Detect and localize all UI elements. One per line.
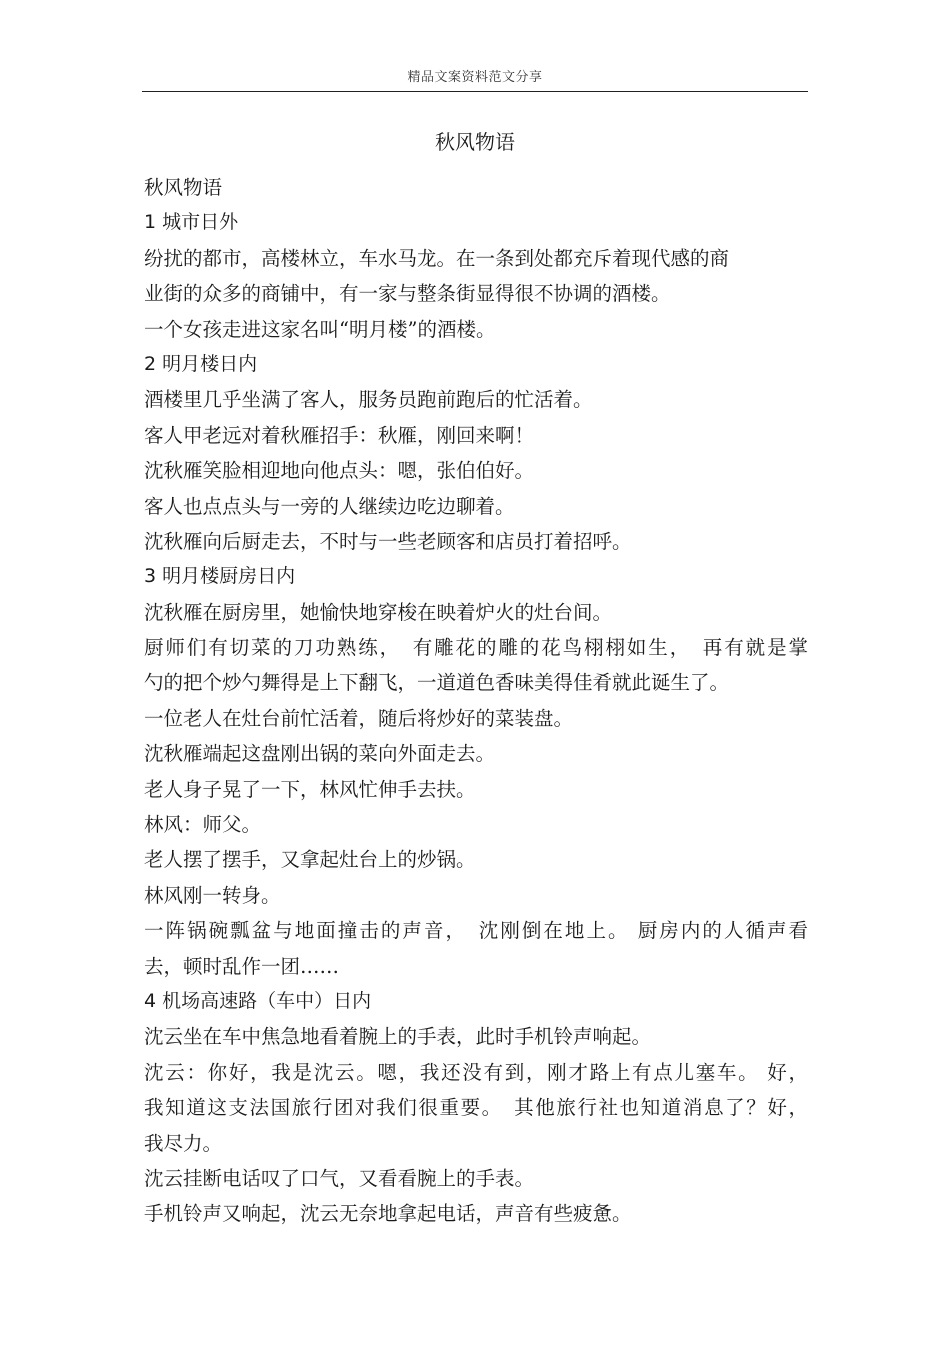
text-line: 沈云：你好，我是沈云。嗯，我还没有到，刚才路上有点儿塞车。 好， xyxy=(144,1060,808,1084)
text-line: 林风刚一转身。 xyxy=(144,883,281,907)
text-line: 我尽力。 xyxy=(144,1131,223,1155)
text-line: 老人摆了摆手，又拿起灶台上的炒锅。 xyxy=(144,848,476,872)
text-line: 勺的把个炒勺舞得是上下翻飞，一道道色香味美得佳肴就此诞生了。 xyxy=(144,671,730,695)
text-line: 老人身子晃了一下，林风忙伸手去扶。 xyxy=(144,777,476,801)
document-body xyxy=(144,170,808,1232)
text-line: 客人甲老远对着秋雁招手：秋雁，刚回来啊！ xyxy=(144,423,535,447)
scene-heading: 4 机场高速路（车中）日内 xyxy=(144,989,372,1012)
text-line: 沈秋雁向后厨走去，不时与一些老顾客和店员打着招呼。 xyxy=(144,529,632,553)
header-divider xyxy=(142,91,808,92)
text-line: 沈秋雁在厨房里，她愉快地穿梭在映着炉火的灶台间。 xyxy=(144,600,613,624)
text-line: 一个女孩走进这家名叫“明月楼”的酒楼。 xyxy=(144,317,496,341)
text-line: 林风：师父。 xyxy=(144,813,262,837)
text-line: 沈秋雁端起这盘刚出锅的菜向外面走去。 xyxy=(144,742,496,766)
text-line: 沈云挂断电话叹了口气，又看看腕上的手表。 xyxy=(144,1166,535,1190)
scene-heading: 1 城市日外 xyxy=(144,211,239,234)
document-title: 秋风物语 xyxy=(435,130,515,154)
scene-heading: 3 明月楼厨房日内 xyxy=(144,565,296,588)
text-line: 酒楼里几乎坐满了客人，服务员跑前跑后的忙活着。 xyxy=(144,388,593,412)
text-line: 去，顿时乱作一团…… xyxy=(144,954,340,978)
scene-heading: 2 明月楼日内 xyxy=(144,352,258,375)
text-line: 沈云坐在车中焦急地看着腕上的手表，此时手机铃声响起。 xyxy=(144,1025,652,1049)
page-header: 精品文案资料范文分享 xyxy=(407,70,543,85)
text-line: 厨师们有切菜的刀功熟练， 有雕花的雕的花鸟栩栩如生， 再有就是掌 xyxy=(144,636,808,660)
text-line: 沈秋雁笑脸相迎地向他点头：嗯，张伯伯好。 xyxy=(144,459,535,483)
text-line: 手机铃声又响起，沈云无奈地拿起电话，声音有些疲惫。 xyxy=(144,1202,632,1226)
text-line: 一位老人在灶台前忙活着，随后将炒好的菜装盘。 xyxy=(144,706,574,730)
text-line: 客人也点点头与一旁的人继续边吃边聊着。 xyxy=(144,494,515,518)
text-line: 纷扰的都市，高楼林立，车水马龙。在一条到处都充斥着现代感的商 xyxy=(144,246,730,270)
text-line: 业街的众多的商铺中，有一家与整条街显得很不协调的酒楼。 xyxy=(144,282,671,306)
text-line: 我知道这支法国旅行团对我们很重要。 其他旅行社也知道消息了？好， xyxy=(144,1096,808,1120)
text-line: 秋风物语 xyxy=(144,176,223,199)
text-line: 一阵锅碗瓢盆与地面撞击的声音， 沈刚倒在地上。 厨房内的人循声看 xyxy=(144,919,808,943)
